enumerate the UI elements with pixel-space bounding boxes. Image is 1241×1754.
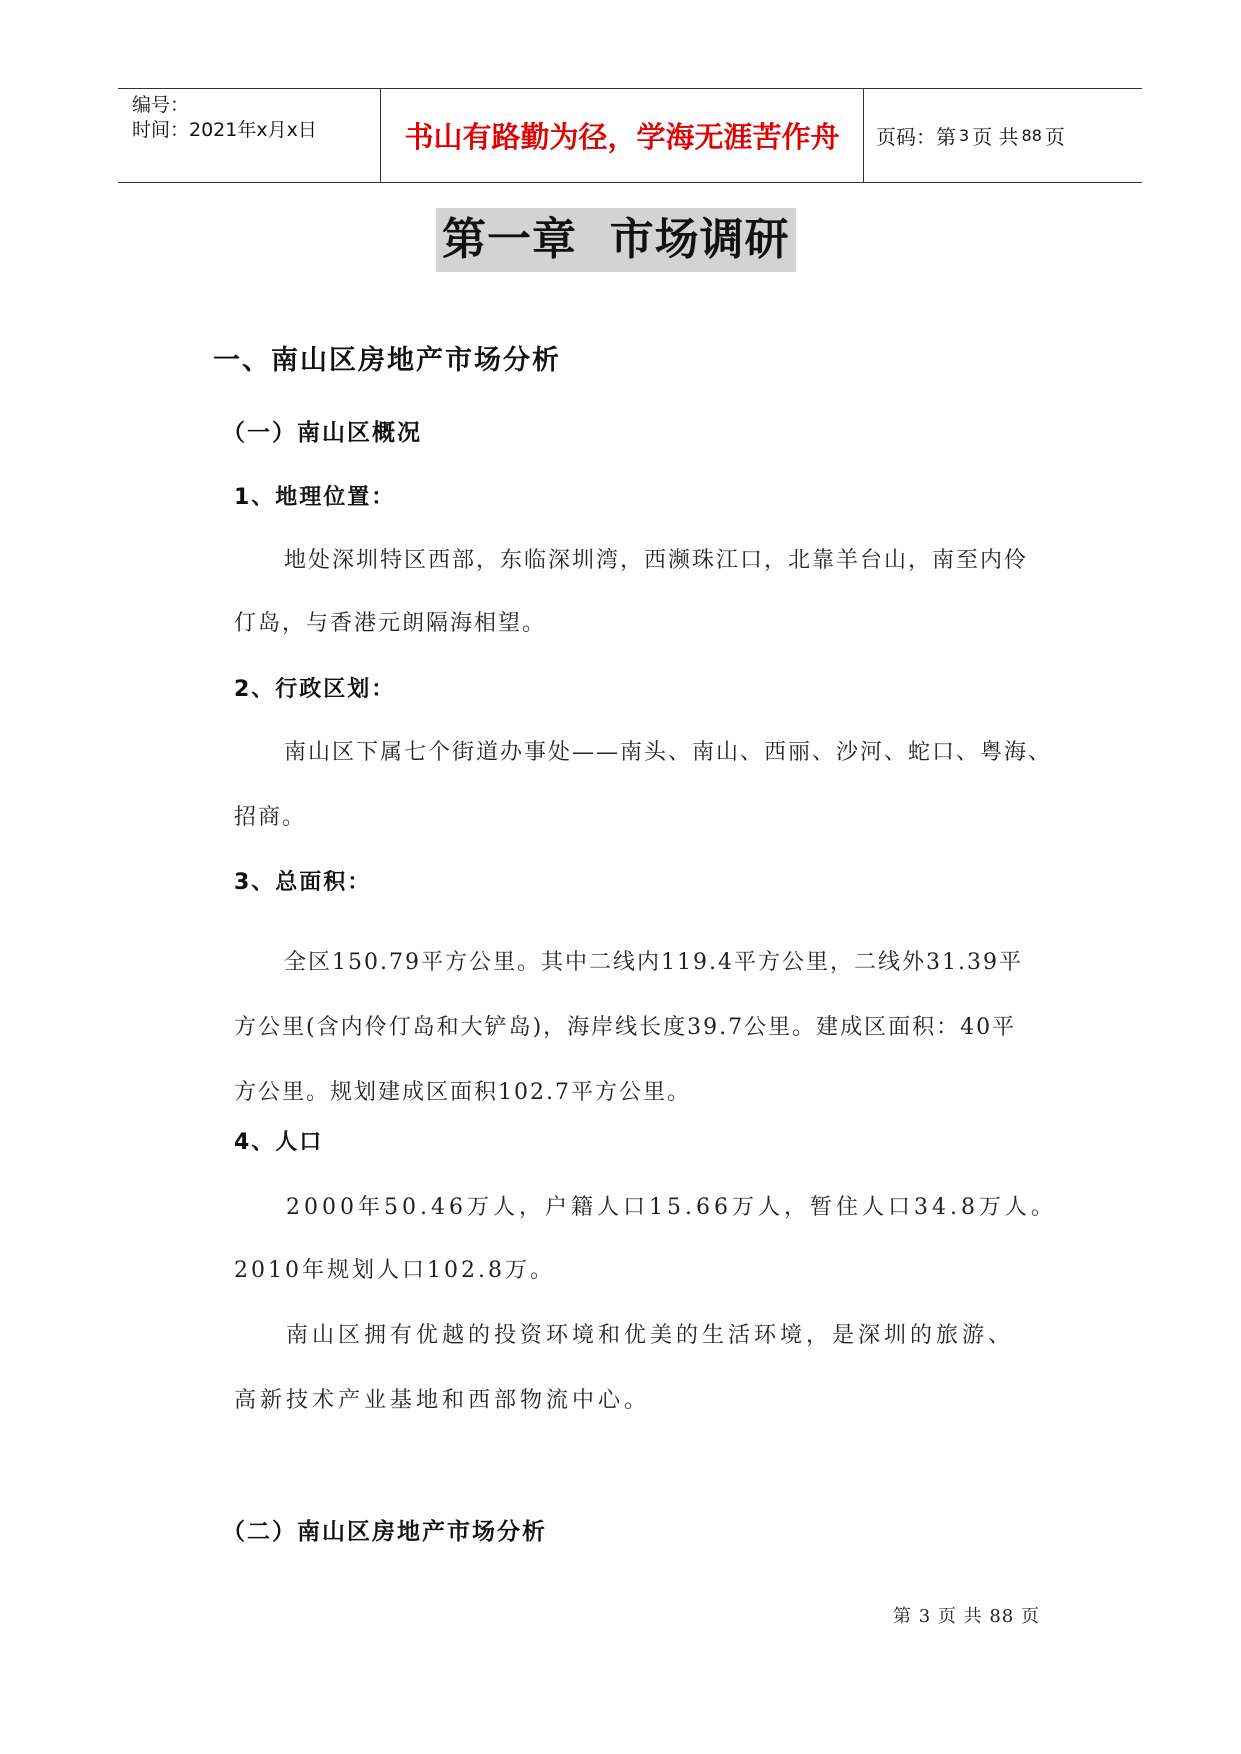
page-header xyxy=(118,88,1142,183)
header-motto: 书山有路勤为径，学海无涯苦作舟 xyxy=(404,120,840,154)
page-suffix: 页 xyxy=(1044,125,1065,149)
population-text-line4: 高新技术产业基地和西部物流中心。 xyxy=(234,1388,651,1413)
page-mid: 页 共 xyxy=(972,125,1019,149)
header-page-info xyxy=(864,89,1142,182)
population-text-line3: 南山区拥有优越的投资环境和优美的生活环境，是深圳的旅游、 xyxy=(286,1323,1015,1348)
chapter-title: 第一章 市场调研 xyxy=(436,208,796,272)
page-prefix: 页码：第 xyxy=(876,125,956,149)
division-text-line1: 南山区下属七个街道办事处——南头、南山、西丽、沙河、蛇口、粤海、 xyxy=(284,740,1053,765)
section-title: 一、南山区房地产市场分析 xyxy=(213,345,561,376)
item-title-location: 1、地理位置： xyxy=(234,485,396,510)
area-text-line2: 方公里(含内伶仃岛和大铲岛)，海岸线长度39.7公里。建成区面积：40平 xyxy=(234,1015,1017,1040)
area-text-line3: 方公里。规划建成区面积102.7平方公里。 xyxy=(234,1080,691,1105)
subsection-title-market: （二）南山区房地产市场分析 xyxy=(222,1519,547,1545)
page-footer: 第 3 页 共 88 页 xyxy=(893,1606,1040,1627)
division-text-line2: 招商。 xyxy=(234,805,307,830)
location-text-line1: 地处深圳特区西部，东临深圳湾，西濒珠江口，北靠羊台山，南至内伶 xyxy=(284,548,1029,573)
population-text-line2: 2010年规划人口102.8万。 xyxy=(234,1258,555,1283)
header-meta xyxy=(118,89,380,182)
area-text-line1: 全区150.79平方公里。其中二线内119.4平方公里，二线外31.39平 xyxy=(284,950,1023,975)
doc-number-label: 编号： xyxy=(132,94,190,116)
population-text-line1: 2000年50.46万人，户籍人口15.66万人，暂住人口34.8万人。 xyxy=(286,1195,1057,1220)
item-title-area: 3、总面积： xyxy=(234,870,372,895)
page-number: 3 xyxy=(959,126,970,145)
page-total: 88 xyxy=(1021,126,1042,145)
location-text-line2: 仃岛，与香港元朗隔海相望。 xyxy=(234,611,547,636)
header-motto-cell xyxy=(380,89,864,182)
subsection-title-overview: （一）南山区概况 xyxy=(222,420,422,446)
item-title-division: 2、行政区划： xyxy=(234,677,396,702)
item-title-population: 4、人口 xyxy=(234,1130,324,1155)
doc-time: 时间：2021年x月x日 xyxy=(132,119,317,141)
